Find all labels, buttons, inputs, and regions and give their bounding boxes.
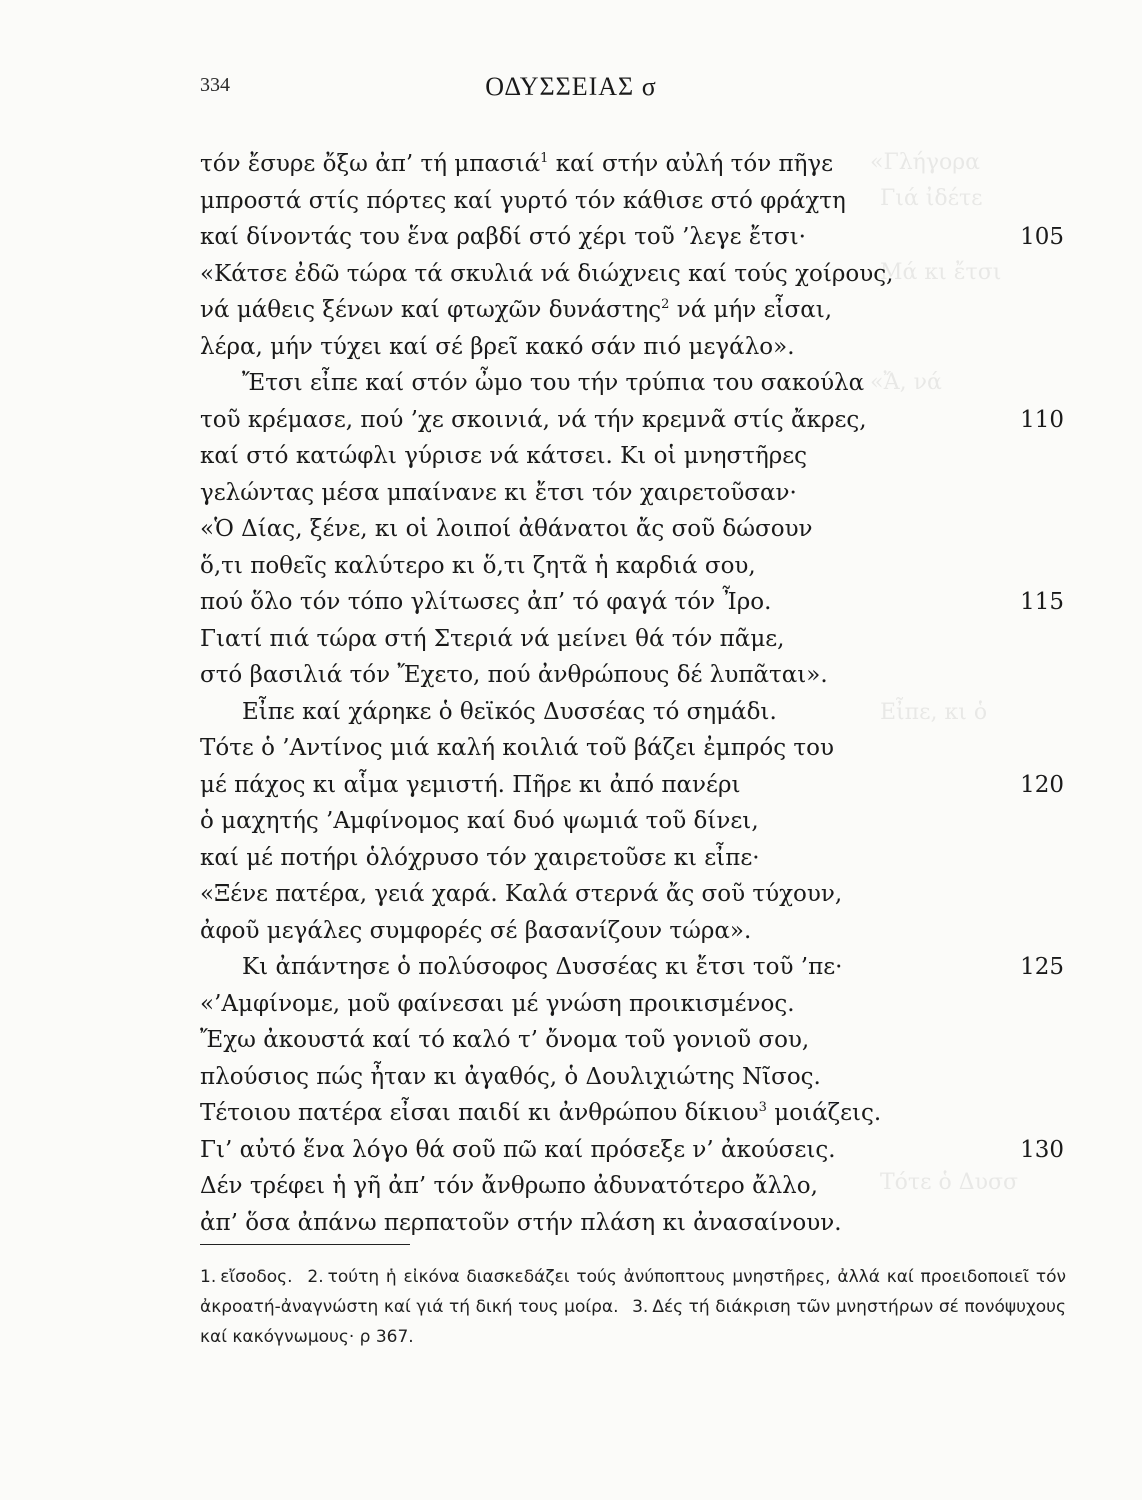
show-through: «Γλήγορα bbox=[870, 150, 981, 175]
verse-line: γελώντας μέσα μπαίνανε κι ἔτσι τόν χαιρετοῦσαν· bbox=[200, 479, 797, 506]
verse-line: λέρα, μήν τύχει καί σέ βρεῖ κακό σάν πιό μεγάλο». bbox=[200, 333, 795, 360]
verse-line: τοῦ κρέμασε, πού ’χε σκοινιά, νά τήν κρεμνᾶ στίς ἄκρες, 110 bbox=[200, 402, 1070, 439]
verse-line: πλούσιος πώς ἦταν κι ἀγαθός, ὁ Δουλιχιώτης Νῖσος. bbox=[200, 1063, 821, 1090]
show-through: «Ἄ, νά bbox=[870, 370, 942, 395]
verse-line: ἀφοῦ μεγάλες συμφορές σέ βασανίζουν τώρα». bbox=[200, 917, 752, 944]
line-number: 115 bbox=[1020, 589, 1064, 615]
line-number: 130 bbox=[1020, 1136, 1064, 1163]
verse-line: «Ξένε πατέρα, γειά χαρά. Καλά στερνά ἄς σοῦ τύχουν, bbox=[200, 881, 843, 907]
verse-line: καί στό κατώφλι γύρισε νά κάτσει. Κι οἱ μνηστῆρες bbox=[200, 443, 808, 469]
verse-line: Γι’ αὐτό ἕνα λόγο θά σοῦ πῶ καί πρόσεξε ν’ ἀκούσεις. 130 bbox=[200, 1132, 1070, 1169]
show-through: Εἶπε, κι ὁ bbox=[880, 700, 988, 725]
running-title: ΟΔΥΣΣΕΙΑΣ σ bbox=[485, 72, 657, 101]
verse-line: Τότε ὁ ’Αντίνος μιά καλή κοιλιά τοῦ βάζει ἐμπρός του bbox=[200, 735, 834, 761]
verse-line: Ἔχω ἀκουστά καί τό καλό τ’ ὄνομα τοῦ γονιοῦ σου, bbox=[200, 1027, 810, 1053]
verse-line: καί δίνοντάς του ἕνα ραβδί στό χέρι τοῦ ’λεγε ἔτσι· 105 bbox=[200, 219, 1070, 256]
verse-line: «Κάτσε ἐδῶ τώρα τά σκυλιά νά διώχνεις καί τούς χοίρους, bbox=[200, 260, 894, 287]
verse-line: Κι ἀπάντησε ὁ πολύσοφος Δυσσέας κι ἔτσι τοῦ ’πε· 125 bbox=[200, 949, 1070, 986]
line-number: 125 bbox=[1020, 954, 1064, 980]
verse-line: «Ὁ Δίας, ξένε, κι οἱ λοιποί ἀθάνατοι ἄς σοῦ δώσουν bbox=[200, 516, 813, 542]
page-number: 334 bbox=[200, 74, 230, 96]
verse-line: Γιατί πιά τώρα στή Στεριά νά μείνει θά τόν πᾶμε, bbox=[200, 625, 785, 652]
line-number: 120 bbox=[1020, 771, 1064, 798]
show-through: Μά κι ἔτσι bbox=[880, 260, 1002, 285]
show-through: Τότε ὁ Δυσσ bbox=[880, 1170, 1019, 1195]
verse-line: μέ πάχος κι αἷμα γεμιστή. Πῆρε κι ἀπό πανέρι 120 bbox=[200, 767, 1070, 804]
footnote-marker: 3 bbox=[758, 1100, 767, 1115]
verse-line: στό βασιλιά τόν Ἔχετο, πού ἀνθρώπους δέ λυπᾶται». bbox=[200, 662, 828, 688]
line-number: 105 bbox=[1020, 224, 1064, 250]
footnote-divider bbox=[200, 1244, 410, 1245]
footnote-marker: 2 bbox=[661, 297, 670, 312]
footnote-marker: 1 bbox=[540, 151, 549, 166]
verse-line: Δέν τρέφει ἡ γῆ ἀπ’ τόν ἄνθρωπο ἀδυνατότερο ἄλλο, bbox=[200, 1173, 818, 1199]
show-through: Γιά ἰδέτε bbox=[880, 186, 983, 211]
verse-line: καί μέ ποτήρι ὁλόχρυσο τόν χαιρετοῦσε κι εἶπε· bbox=[200, 844, 760, 871]
footnote: 3. Δές τή διάκριση τῶν μνηστήρων σέ πονόψυχους καί κακόγνωμους· ρ 367. bbox=[200, 1297, 1066, 1347]
footnote: 2. τούτη ἡ εἰκόνα διασκεδάζει τούς ἀνύποπτους μνηστῆρες, ἀλλά καί προειδοποιεῖ τόν ἀκροατή-ἀναγνώστη καί γιά τή δική τους μοίρα. bbox=[200, 1267, 1066, 1317]
verse-line: νά μάθεις ξένων καί φτωχῶν δυνάστης$^2$ νά μήν εἶσαι, bbox=[200, 297, 833, 323]
verse-line: Τέτοιου πατέρα εἶσαι παιδί κι ἀνθρώπου δίκιου$^3$ μοιάζεις. bbox=[200, 1100, 882, 1126]
verse-line: «’Αμφίνομε, μοῦ φαίνεσαι μέ γνώση προικισμένος. bbox=[200, 990, 795, 1017]
verse-line: μπροστά στίς πόρτες καί γυρτό τόν κάθισε στό φράχτη bbox=[200, 187, 846, 214]
footnote: 1. εἴσοδος. bbox=[200, 1267, 293, 1287]
verse-line: ἀπ’ ὅσα ἀπάνω περπατοῦν στήν πλάση κι ἀνασαίνουν. bbox=[200, 1209, 842, 1236]
verse-text-block bbox=[200, 146, 1070, 1241]
footnotes bbox=[200, 1262, 1066, 1352]
verse-line: πού ὅλο τόν τόπο γλίτωσες ἀπ’ τό φαγά τόν Ἶρο. 115 bbox=[200, 584, 1070, 621]
verse-line: Εἶπε καί χάρηκε ὁ θεϊκός Δυσσέας τό σημάδι. bbox=[242, 698, 777, 725]
verse-line: ὅ,τι ποθεῖς καλύτερο κι ὅ,τι ζητᾶ ἡ καρδιά σου, bbox=[200, 552, 756, 579]
verse-line: τόν ἔσυρε ὄξω ἀπ’ τή μπασιά$^1$ καί στήν αὐλή τόν πῆγε bbox=[200, 151, 834, 177]
verse-line: Ἔτσι εἶπε καί στόν ὦμο του τήν τρύπια του σακούλα bbox=[242, 370, 865, 396]
verse-line: ὁ μαχητής ’Αμφίνομος καί δυό ψωμιά τοῦ δίνει, bbox=[200, 808, 759, 834]
line-number: 110 bbox=[1020, 406, 1064, 433]
